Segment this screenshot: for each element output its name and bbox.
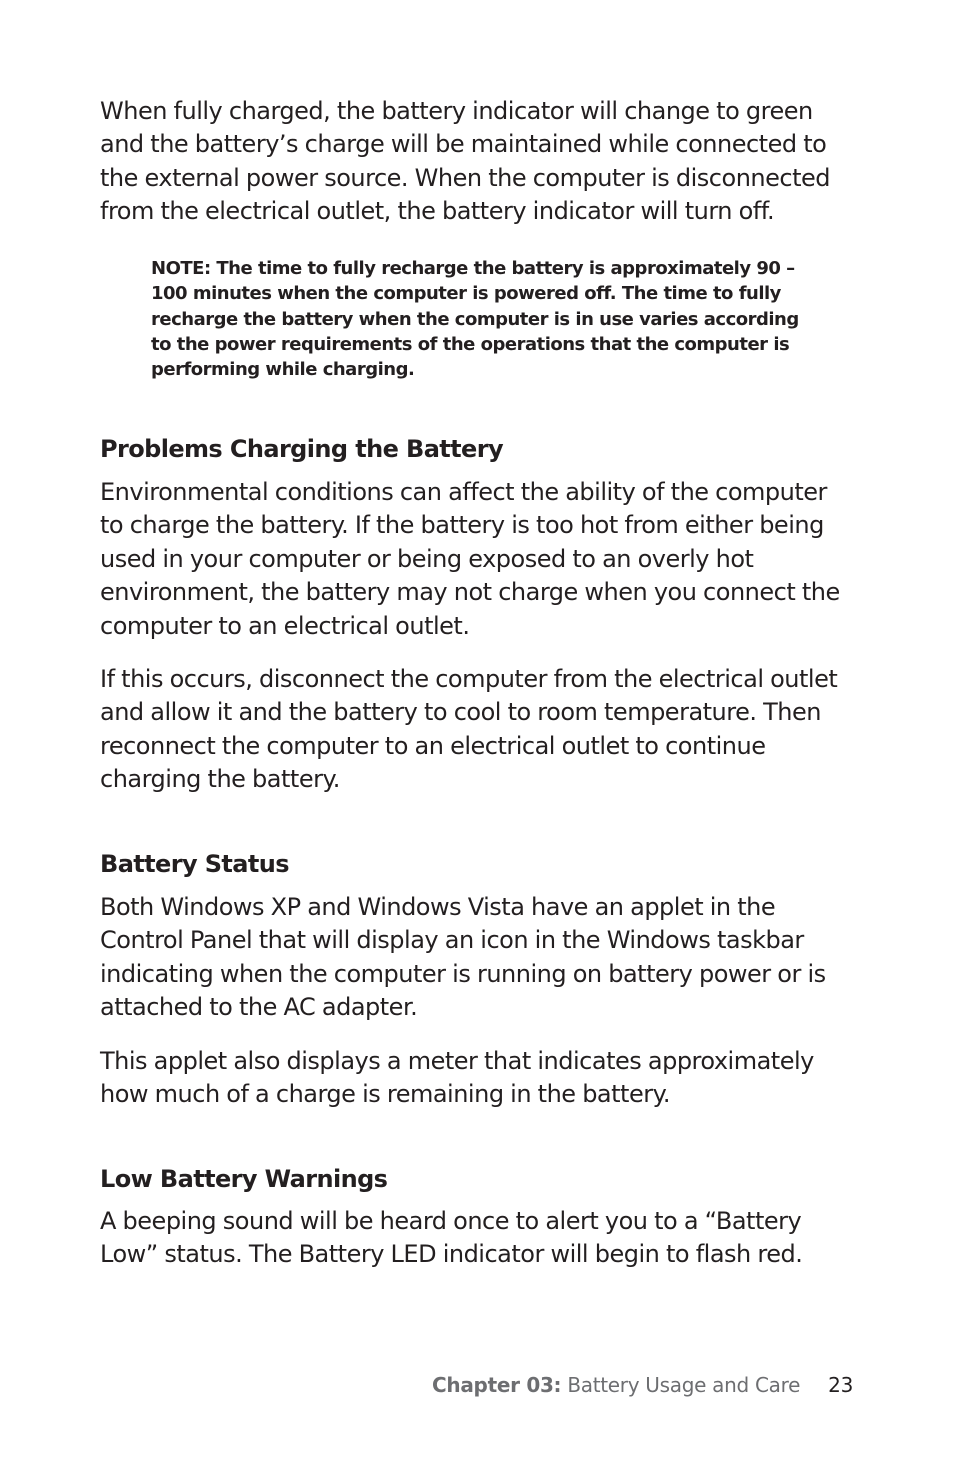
text-line: A beeping sound will be heard once to alert you to a “Battery [100,1207,802,1235]
text-line: Low” status. The Battery LED indicator will begin to flash red. [100,1240,803,1269]
body-paragraph [100,1045,860,1112]
body-paragraph [100,476,860,643]
text-line: environment, the battery may not charge when you connect the [100,578,840,607]
text-line: from the electrical outlet, the battery indicator will turn off. [100,197,775,226]
text-line: and the battery’s charge will be maintained while connected to [100,130,827,159]
text-line: This applet also displays a meter that indicates approximately [100,1047,814,1075]
note-line: performing while charging. [151,359,415,381]
footer-chapter-label: Chapter 03: [432,1373,562,1397]
text-line: If this occurs, disconnect the computer from the electrical outlet [100,665,838,693]
section-heading: Problems Charging the Battery [100,435,503,463]
text-line: When fully charged, the battery indicator will change to green [100,97,813,125]
text-line: indicating when the computer is running on battery power or is [100,959,826,988]
section-heading: Battery Status [100,850,289,878]
footer-chapter-title: Battery Usage and Care [567,1373,801,1397]
document-page [100,0,860,1457]
text-line: reconnect the computer to an electrical outlet to continue [100,731,766,760]
text-line: used in your computer or being exposed to an overly hot [100,544,754,573]
page-footer [432,1371,853,1399]
text-line: Environmental conditions can affect the ability of the computer [100,478,827,506]
text-line: and allow it and the battery to cool to room temperature. Then [100,698,821,727]
section-heading: Low Battery Warnings [100,1165,388,1193]
text-line: computer to an electrical outlet. [100,611,470,640]
page-number: 23 [828,1373,853,1397]
body-paragraph [100,891,860,1025]
note-line: to the power requirements of the operations that the computer is [151,333,790,355]
note-line: 100 minutes when the computer is powered off. The time to fully [151,283,781,305]
note-block [151,256,801,382]
text-line: attached to the AC adapter. [100,993,418,1022]
note-line: recharge the battery when the computer is in use varies according [151,308,799,330]
note-line: NOTE: The time to fully recharge the battery is approximately 90 – [151,258,795,279]
intro-paragraph [100,95,860,229]
text-line: the external power source. When the computer is disconnected [100,163,830,192]
text-line: Control Panel that will display an icon in the Windows taskbar [100,926,804,955]
body-paragraph [100,1205,860,1272]
body-paragraph [100,663,860,797]
text-line: how much of a charge is remaining in the battery. [100,1080,671,1109]
text-line: charging the battery. [100,765,340,794]
text-line: Both Windows XP and Windows Vista have an applet in the [100,893,776,921]
text-line: to charge the battery. If the battery is too hot from either being [100,511,824,540]
